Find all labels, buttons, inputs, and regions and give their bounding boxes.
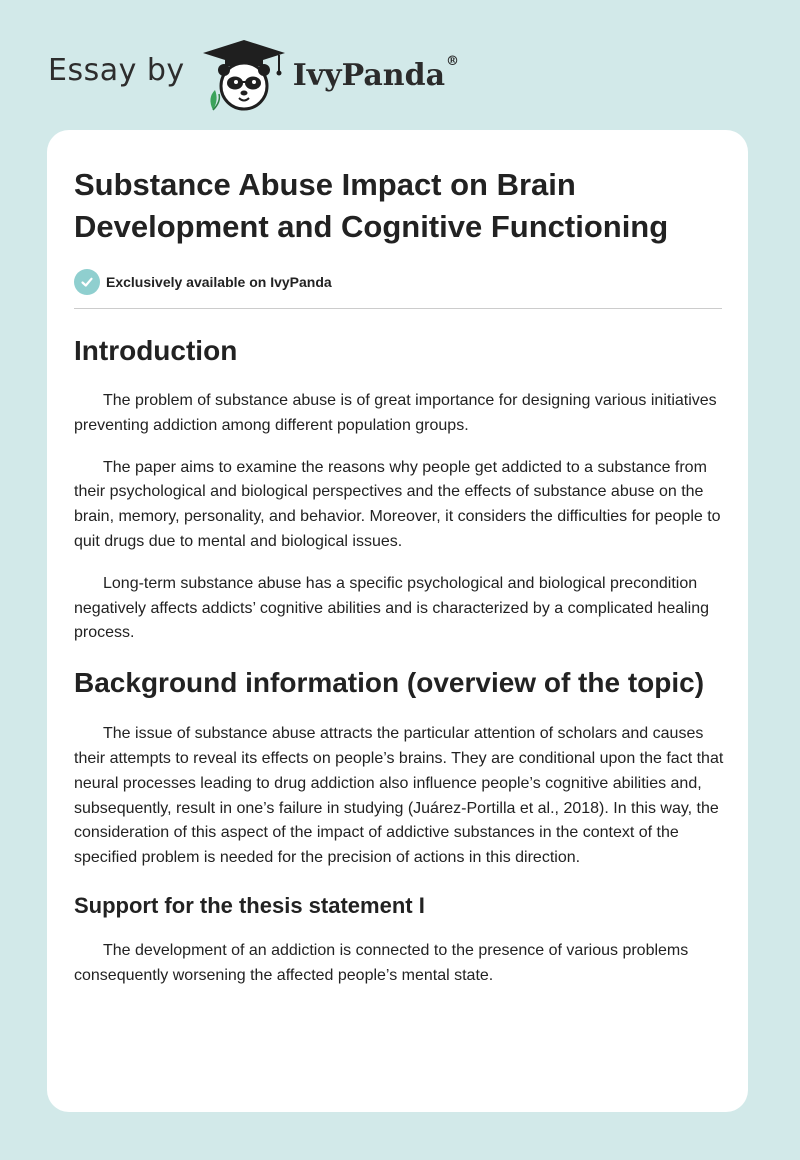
thesis-support-paragraph-1: The development of an addiction is connected to the presence of various problems consequently worsening the affected people’s mental state.	[74, 941, 689, 984]
brand-name[interactable]	[292, 53, 460, 93]
essay-card	[47, 130, 748, 1112]
essay-title: Substance Abuse Impact on Brain Development and Cognitive Functioning	[74, 167, 669, 244]
exclusive-label: Exclusively available on IvyPanda	[106, 274, 332, 290]
registered-mark: ®	[446, 53, 460, 69]
section-heading-introduction: Introduction	[74, 335, 238, 366]
intro-paragraph-2: The paper aims to examine the reasons why people get addicted to a substance from their psychological and biological perspectives and the effects of substance abuse on the brain, memory, personality, and behavior. Moreover, it considers the difficulties for people to quit drugs due to mental and biological issues.	[74, 458, 721, 550]
essay-content	[74, 164, 724, 989]
title-divider	[74, 308, 722, 309]
brand-name-text: IvyPanda	[292, 57, 446, 93]
essay-by-label: Essay by	[48, 52, 185, 88]
section-heading-background: Background information (overview of the topic)	[74, 667, 705, 699]
intro-paragraph-3: Long-term substance abuse has a specific psychological and biological precondition negatively affects addicts’ cognitive abilities and is characterized by a complicated healing process.	[74, 574, 710, 642]
check-circle-icon	[74, 269, 100, 295]
exclusive-badge	[74, 268, 724, 296]
intro-paragraph-1: The problem of substance abuse is of great importance for designing various initiatives preventing addiction among different population groups.	[74, 392, 717, 434]
site-header	[48, 34, 459, 114]
panda-graduate-icon[interactable]	[199, 36, 289, 112]
background-paragraph-1: The issue of substance abuse attracts the particular attention of scholars and causes their attempts to reveal its effects on people’s brains. They are conditional upon the fact that neural processes leading to drug addiction also influence people’s cognitive abilities and, subsequently, result in one’s failure in studying (Juárez-Portilla et al., 2018). In this way, the consideration of this aspect of the impact of addictive substances in the context of the specified problem is needed for the precision of actions in this direction.	[74, 725, 724, 867]
section-heading-thesis-support: Support for the thesis statement I	[74, 892, 425, 918]
